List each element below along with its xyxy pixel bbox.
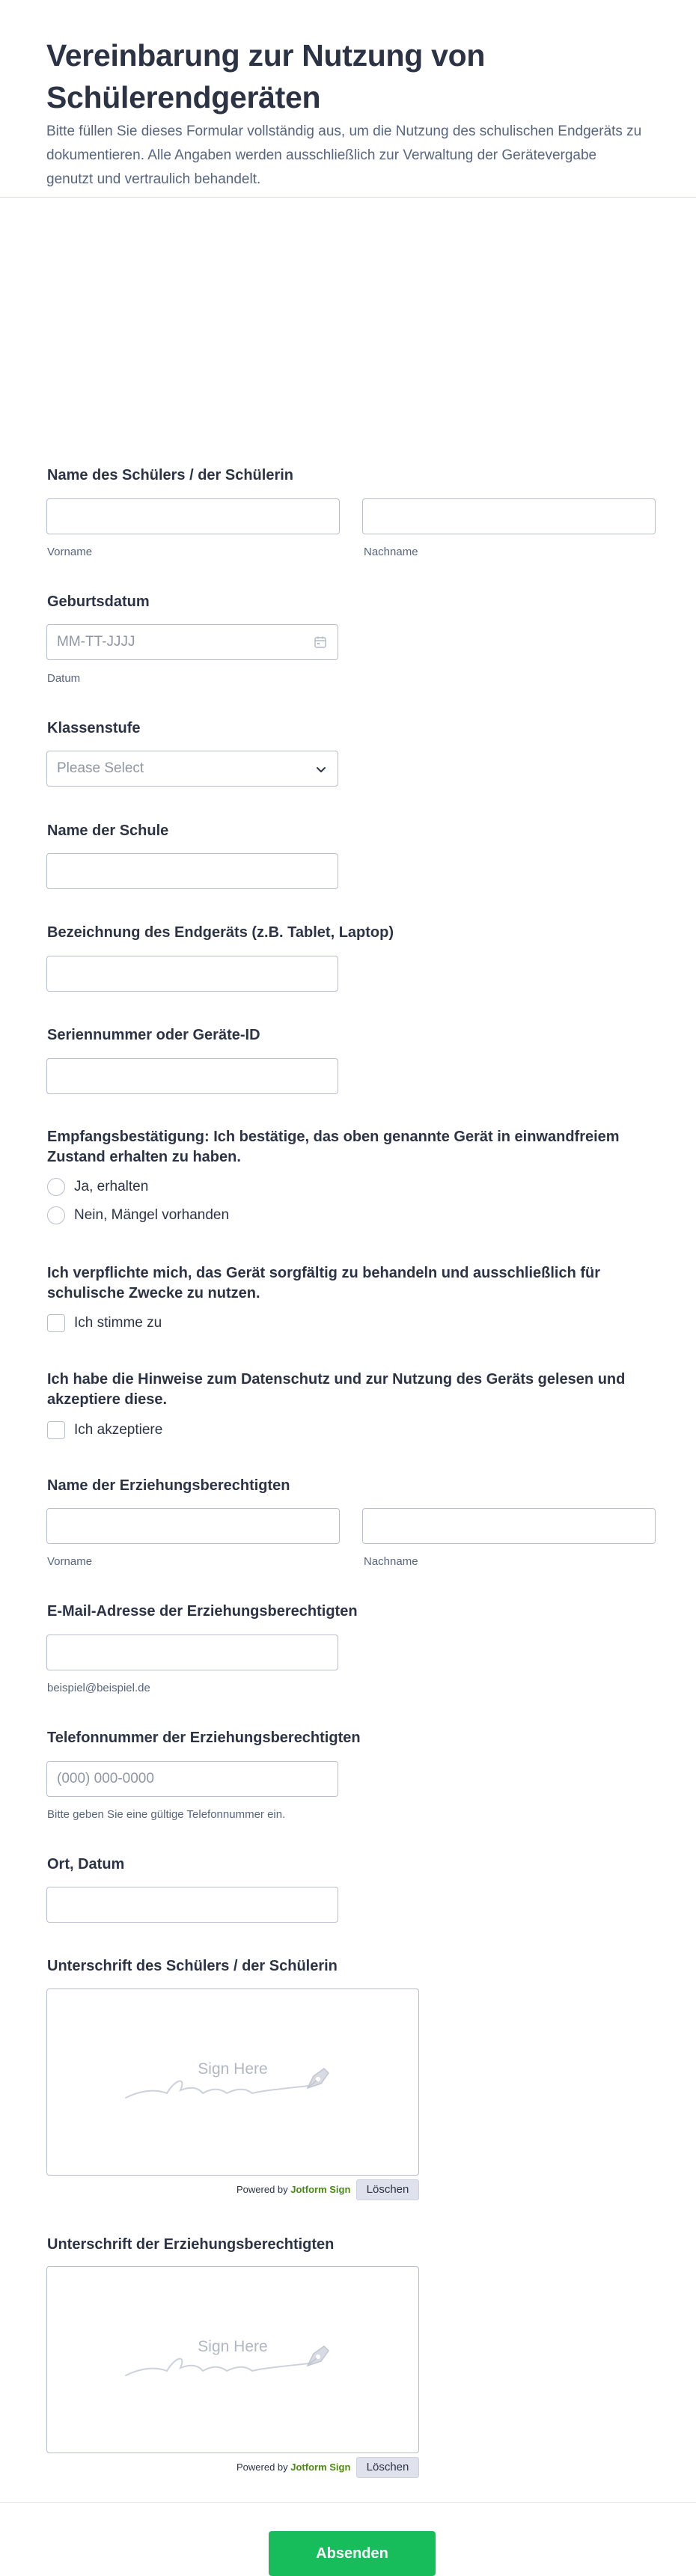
guardian-first-name-sublabel: Vorname — [47, 1555, 93, 1568]
footer-divider — [0, 2502, 696, 2503]
grade-label: Klassenstufe — [47, 720, 141, 736]
commitment-label: Ich verpflichte mich, das Gerät sorgfältig zu behandeln und ausschließlich für schulische Zwecke zu nutzen. — [47, 1265, 601, 1301]
guardian-signature-label: Unterschrift der Erziehungsberechtigten — [47, 2236, 335, 2253]
guardian-phone-label: Telefonnummer der Erziehungsberechtigten — [47, 1730, 361, 1746]
form-subtitle: Bitte füllen Sie dieses Formular vollständig aus, um die Nutzung des schulischen Endgeräts zu dokumentieren. Alle Angaben werden ausschließlich zur Verwaltung der Gerätevergabe genutzt und vertraulich behandelt. — [46, 123, 642, 187]
pen-nib-icon — [303, 2063, 333, 2093]
powered-brand: Jotform Sign — [290, 2461, 351, 2473]
guardian-email-sublabel: beispiel@beispiel.de — [47, 1682, 150, 1694]
birthdate-placeholder: MM-TT-JJJJ — [57, 634, 135, 650]
guardian-phone-input[interactable] — [46, 1761, 338, 1797]
student-signature-pad[interactable] — [46, 1989, 419, 2176]
guardian-last-name-sublabel: Nachname — [364, 1555, 418, 1568]
privacy-label: Ich habe die Hinweise zum Datenschutz und zur Nutzung des Geräts gelesen und akzeptiere diese. — [47, 1371, 626, 1408]
receipt-label: Empfangsbestätigung: Ich bestätige, das oben genannte Gerät in einwandfreiem Zustand erhalten zu haben. — [47, 1129, 620, 1165]
student-last-name-input[interactable] — [362, 498, 656, 534]
guardian-phone-sublabel: Bitte geben Sie eine gültige Telefonnummer ein. — [47, 1808, 286, 1821]
guardian-signature-pad[interactable] — [46, 2266, 419, 2453]
guardian-phone-placeholder: (000) 000-0000 — [57, 1771, 154, 1786]
birthdate-sublabel: Datum — [47, 672, 81, 685]
commitment-option[interactable] — [47, 1314, 162, 1332]
student-last-name-sublabel: Nachname — [364, 546, 418, 558]
guardian-email-input[interactable] — [46, 1635, 338, 1670]
checkbox[interactable] — [47, 1314, 65, 1332]
powered-by-jotform-sign — [236, 2184, 350, 2195]
chevron-down-icon — [315, 763, 327, 775]
student-signature-label: Unterschrift des Schülers / der Schülerin — [47, 1958, 338, 1974]
serial-label: Seriennummer oder Geräte-ID — [47, 1027, 260, 1043]
commitment-option-label: Ich stimme zu — [74, 1315, 162, 1331]
powered-by-jotform-sign — [236, 2461, 350, 2473]
sign-here-hint: Sign Here — [198, 2338, 268, 2355]
student-signature-clear-button[interactable]: Löschen — [356, 2179, 419, 2200]
receipt-option-yes[interactable] — [47, 1178, 148, 1196]
receipt-option-no-label: Nein, Mängel vorhanden — [74, 1207, 230, 1223]
school-input[interactable] — [46, 853, 338, 889]
form-header — [0, 0, 696, 198]
receipt-option-no[interactable] — [47, 1206, 229, 1224]
checkbox[interactable] — [47, 1421, 65, 1439]
pen-nib-icon — [303, 2340, 333, 2370]
form-title: Vereinbarung zur Nutzung von Schülerendgeräten — [46, 38, 486, 115]
receipt-option-yes-label: Ja, erhalten — [74, 1179, 149, 1194]
powered-brand: Jotform Sign — [290, 2184, 351, 2195]
guardian-signature-clear-button[interactable]: Löschen — [356, 2457, 419, 2478]
birthdate-input[interactable] — [46, 624, 338, 660]
guardian-name-label: Name der Erziehungsberechtigten — [47, 1477, 290, 1494]
birthdate-label: Geburtsdatum — [47, 593, 150, 610]
grade-placeholder: Please Select — [57, 760, 144, 776]
device-input[interactable] — [46, 956, 338, 992]
calendar-icon[interactable] — [314, 635, 327, 649]
school-label: Name der Schule — [47, 822, 169, 839]
sign-here-hint: Sign Here — [198, 2060, 268, 2078]
submit-button[interactable]: Absenden — [269, 2531, 436, 2576]
radio-button[interactable] — [47, 1178, 65, 1196]
guardian-email-label: E-Mail-Adresse der Erziehungsberechtigten — [47, 1603, 358, 1620]
grade-select[interactable] — [46, 751, 338, 787]
privacy-option[interactable] — [47, 1421, 162, 1439]
place-date-label: Ort, Datum — [47, 1856, 125, 1873]
radio-button[interactable] — [47, 1206, 65, 1224]
student-name-label: Name des Schülers / der Schülerin — [47, 467, 294, 483]
student-first-name-sublabel: Vorname — [47, 546, 93, 558]
powered-prefix: Powered by — [236, 2461, 291, 2473]
serial-input[interactable] — [46, 1058, 338, 1094]
privacy-option-label: Ich akzeptiere — [74, 1422, 163, 1438]
student-first-name-input[interactable] — [46, 498, 340, 534]
powered-prefix: Powered by — [236, 2184, 291, 2195]
place-date-input[interactable] — [46, 1887, 338, 1923]
guardian-last-name-input[interactable] — [362, 1508, 656, 1544]
device-label: Bezeichnung des Endgeräts (z.B. Tablet, Laptop) — [47, 924, 394, 941]
guardian-first-name-input[interactable] — [46, 1508, 340, 1544]
